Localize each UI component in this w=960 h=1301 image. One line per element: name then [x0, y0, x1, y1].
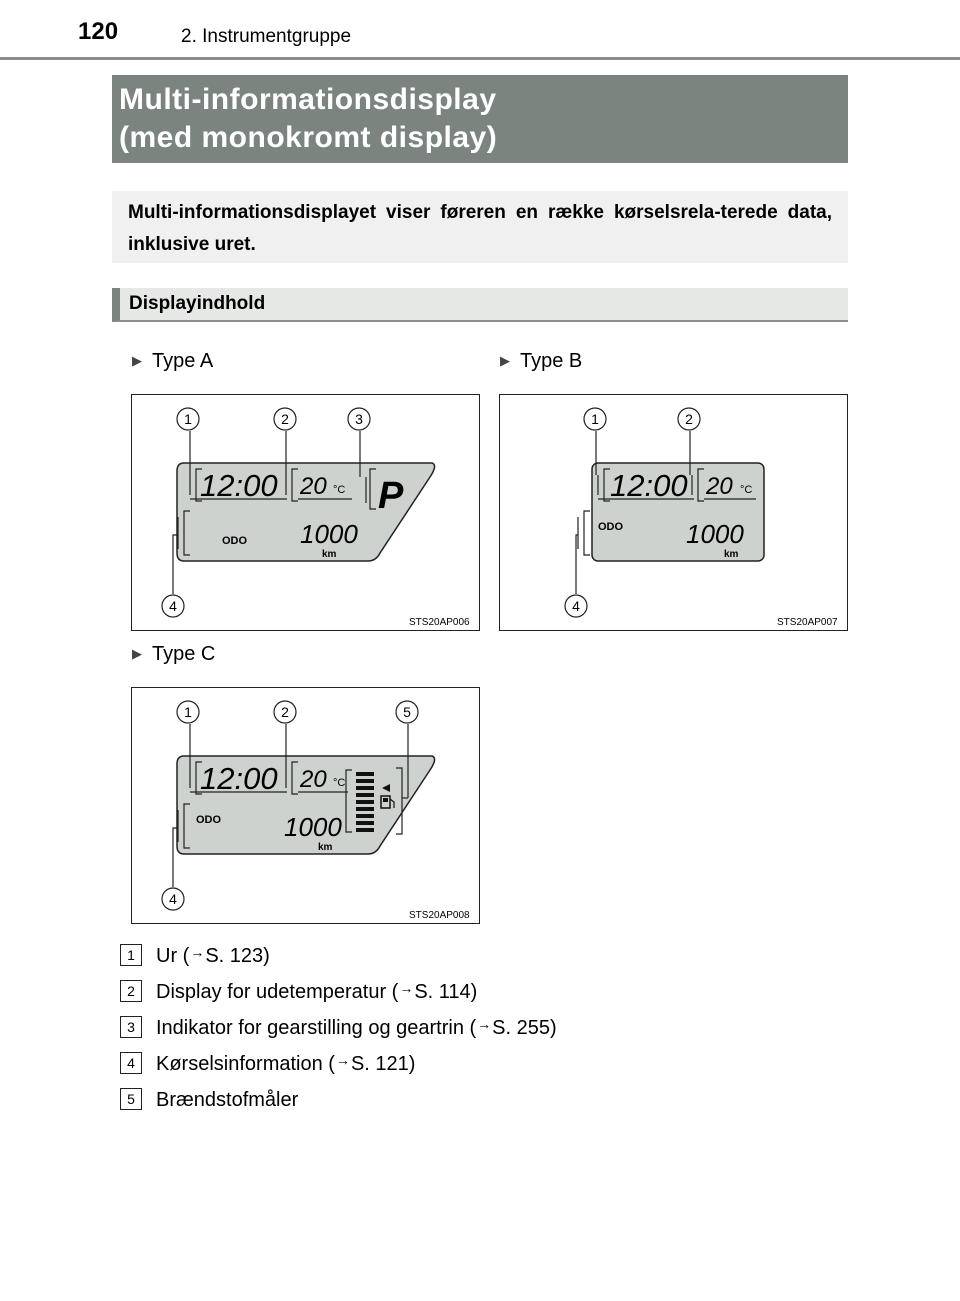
page-title-line-2: (med monokromt display): [119, 121, 498, 154]
list-item: 4 Kørselsinformation (→S. 121): [120, 1052, 415, 1078]
list-number-badge: 4: [120, 1052, 142, 1074]
callout-4: 4: [169, 891, 177, 907]
callout-5: 5: [403, 704, 411, 720]
odo-readout: 1000: [300, 519, 358, 549]
temp-unit: °C: [333, 777, 346, 789]
callout-1: 1: [591, 411, 599, 427]
callout-2: 2: [281, 411, 289, 427]
temp-readout: 20: [706, 473, 733, 500]
intro-text: Multi-informationsdisplayet viser føreren en række kørselsrela-terede data, inklusive uret.: [112, 191, 848, 263]
type-b-label: ▶ Type B: [500, 350, 583, 372]
page-title-line-1: Multi-informationsdisplay: [119, 83, 497, 116]
chapter-title: 2. Instrumentgruppe: [181, 26, 352, 47]
section-heading: Displayindhold: [112, 288, 848, 322]
temp-readout: 20: [300, 766, 327, 793]
figure-type-a: [131, 394, 480, 631]
arrow-right-icon: →: [399, 980, 414, 996]
gear-readout: P: [378, 475, 404, 517]
list-number-badge: 2: [120, 980, 142, 1002]
header-rule: [0, 57, 960, 60]
figure-type-b: [499, 394, 848, 631]
page-number: 120: [78, 18, 119, 45]
odo-unit: km: [318, 842, 333, 853]
odo-readout: 1000: [284, 812, 342, 842]
callout-4: 4: [572, 598, 580, 614]
type-b-display-illustration: [500, 395, 847, 630]
odo-unit: km: [322, 549, 337, 560]
arrow-right-icon: →: [477, 1016, 492, 1032]
list-item: 5 Brændstofmåler: [120, 1088, 298, 1114]
clock-readout: 12:00: [200, 468, 278, 503]
odo-label: ODO: [196, 814, 222, 826]
type-c-display-illustration: [132, 688, 479, 923]
triangle-bullet-icon: ▶: [500, 353, 510, 368]
callout-2: 2: [685, 411, 693, 427]
clock-readout: 12:00: [610, 468, 688, 503]
odo-label: ODO: [222, 535, 248, 547]
temp-readout: 20: [300, 473, 327, 500]
arrow-right-icon: →: [190, 944, 205, 960]
clock-readout: 12:00: [200, 761, 278, 796]
type-a-label: ▶ Type A: [132, 350, 214, 372]
page-title: [112, 75, 848, 163]
triangle-bullet-icon: ▶: [132, 353, 142, 368]
temp-unit: °C: [740, 484, 753, 496]
figure-code: STS20AP006: [409, 617, 470, 628]
triangle-bullet-icon: ▶: [132, 646, 142, 661]
callout-1: 1: [184, 411, 192, 427]
callout-3: 3: [355, 411, 363, 427]
list-item: 1 Ur (→S. 123): [120, 944, 270, 970]
arrow-right-icon: →: [335, 1052, 350, 1068]
callout-2: 2: [281, 704, 289, 720]
odo-unit: km: [724, 549, 739, 560]
odo-readout: 1000: [686, 519, 744, 549]
type-c-label: ▶ Type C: [132, 643, 216, 665]
callout-4: 4: [169, 598, 177, 614]
list-number-badge: 5: [120, 1088, 142, 1110]
figure-code: STS20AP008: [409, 910, 470, 921]
list-number-badge: 3: [120, 1016, 142, 1038]
list-item: 2 Display for udetemperatur (→S. 114): [120, 980, 477, 1006]
list-item: 3 Indikator for gearstilling og geartrin (→S. 255): [120, 1016, 557, 1042]
list-number-badge: 1: [120, 944, 142, 966]
figure-code: STS20AP007: [777, 617, 838, 628]
type-a-display-illustration: [132, 395, 479, 630]
odo-label: ODO: [598, 521, 624, 533]
figure-type-c: [131, 687, 480, 924]
callout-1: 1: [184, 704, 192, 720]
temp-unit: °C: [333, 484, 346, 496]
